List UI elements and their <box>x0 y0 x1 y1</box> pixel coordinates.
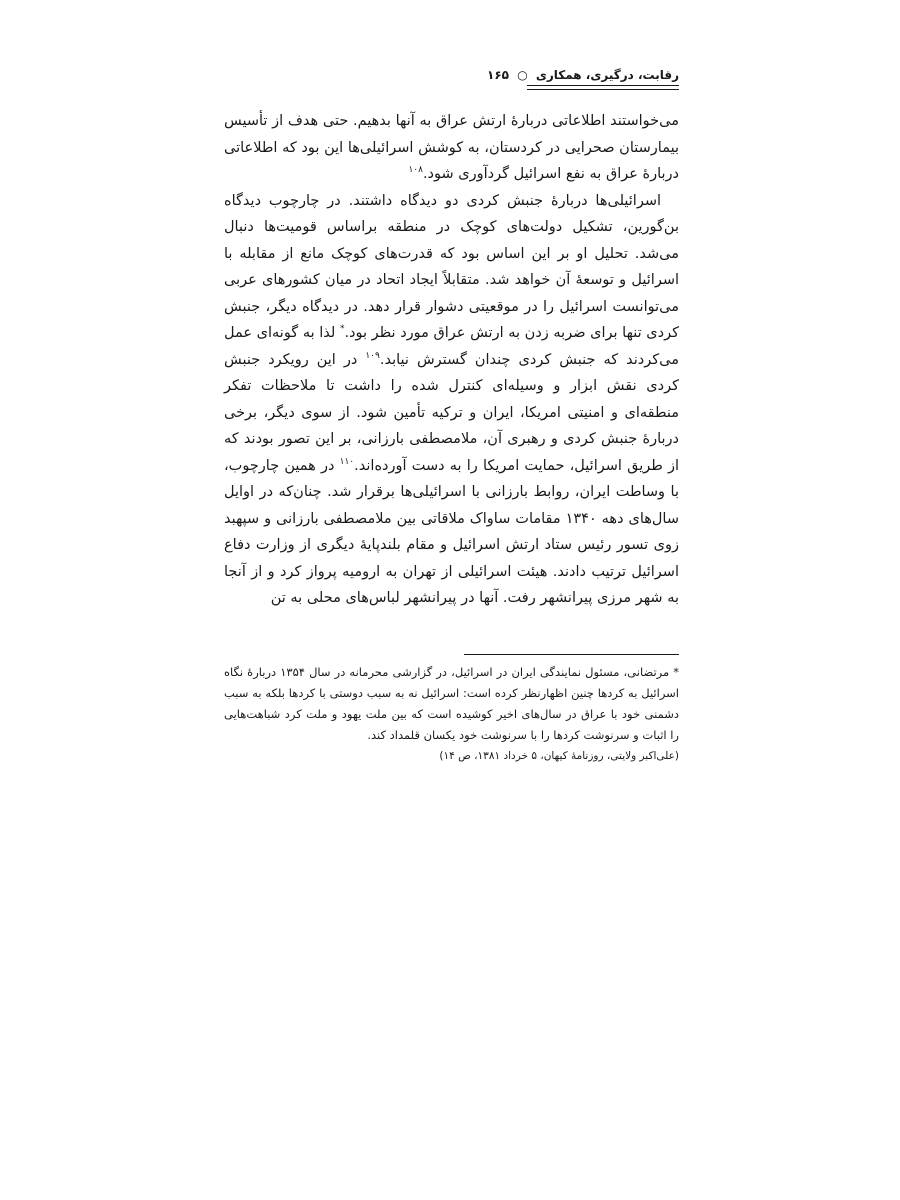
footnote <box>224 662 679 767</box>
paragraph-2 <box>224 188 679 612</box>
paragraph-2-text-b: لذا به گونه‌ای عمل می‌کردند که جنبش کردی چندان گسترش نیابد. <box>224 325 679 368</box>
paragraph-2-text-d: در همین چارچوب، با وساطت ایران، روابط بارزانی با اسرائیلی‌ها برقرار شد. چنان‌که در اوایل سال‌های دهه ۱۳۴۰ مقامات ساواک ملاقاتی بین ملامصطفی بارزانی و سپهبد زوی تسور رئیس ستاد ارتش اسرائیل و مقام بلندپایهٔ دیگری از وزارت دفاع اسرائیل ترتیب دادند. هیئت اسرائیلی از تهران به ارومیه پرواز کرد و از آنجا به شهر مرزی پیرانشهر رفت. آنها در پیرانشهر لباس‌های محلی به تن <box>224 457 679 606</box>
header-double-rule <box>527 85 679 90</box>
header-separator-icon: ○ <box>517 68 528 82</box>
body-text <box>224 108 679 612</box>
footnote-rule <box>464 654 679 655</box>
running-title: رقابت، درگیری، همکاری <box>535 68 679 82</box>
endnote-ref-108: ۱۰۸ <box>408 165 423 176</box>
paragraph-2-text-a: اسرائیلی‌ها دربارهٔ جنبش کردی دو دیدگاه داشتند. در چارچوب دیدگاه بن‌گورین، تشکیل دولت‌های کوچک در منطقه براساس قومیت‌ها دنبال می‌شد. تحلیل او بر این اساس بود که قدرت‌های کوچک مانع از مقابله با اسرائیل و توسعهٔ آن خواهد شد. متقابلاً ایجاد اتحاد در میان کشورهای عربی می‌توانست اسرائیل را در موقعیتی دشوار قرار دهد. در دیدگاه دیگر، جنبش کردی تنها برای ضربه زدن به ارتش عراق مورد نظر بود. <box>224 192 679 341</box>
footnote-star-ref: * <box>339 324 345 335</box>
paragraph-1 <box>224 108 679 188</box>
running-header <box>487 66 679 84</box>
footnote-source: (علی‌اکبر ولایتی، روزنامهٔ کیهان، ۵ خرداد ۱۳۸۱، ص ۱۴) <box>439 750 679 762</box>
footnote-text: * مرتضانی، مسئول نمایندگی ایران در اسرائیل، در گزارشی محرمانه در سال ۱۳۵۴ دربارهٔ نگاه اسرائیل به کردها چنین اظهارنظر کرده است: اسرائیل نه به سبب دوستی با کردها بلکه به سبب دشمنی خود با عراق در سال‌های اخیر کوشیده است که بین ملت یهود و ملت کرد شباهت‌هایی را اثبات و سرنوشت کردها را با سرنوشت خود یکسان قلمداد کند. <box>224 665 679 742</box>
paragraph-2-text-c: در این رویکرد جنبش کردی نقش ابزار و وسیله‌ای کنترل شده را داشت تا ملاحظات تفکر منطقه‌ای و امنیتی امریکا، ایران و ترکیه تأمین شود. از سوی دیگر، برخی دربارهٔ جنبش کردی و رهبری آن، ملامصطفی بارزانی، بر این تصور بودند که از طریق اسرائیل، حمایت امریکا را به دست آورده‌اند. <box>224 351 679 474</box>
page-number: ۱۶۵ <box>487 68 510 82</box>
paragraph-1-text: می‌خواستند اطلاعاتی دربارهٔ ارتش عراق به آنها بدهیم. حتی هدف از تأسیس بیمارستان صحرایی در کردستان، به کوشش اسرائیلی‌ها این بود که اطلاعاتی دربارهٔ عراق به نفع اسرائیل گردآوری شود. <box>224 113 679 182</box>
endnote-ref-109: ۱۰۹ <box>365 350 380 361</box>
endnote-ref-110: ۱۱۰ <box>339 456 355 467</box>
